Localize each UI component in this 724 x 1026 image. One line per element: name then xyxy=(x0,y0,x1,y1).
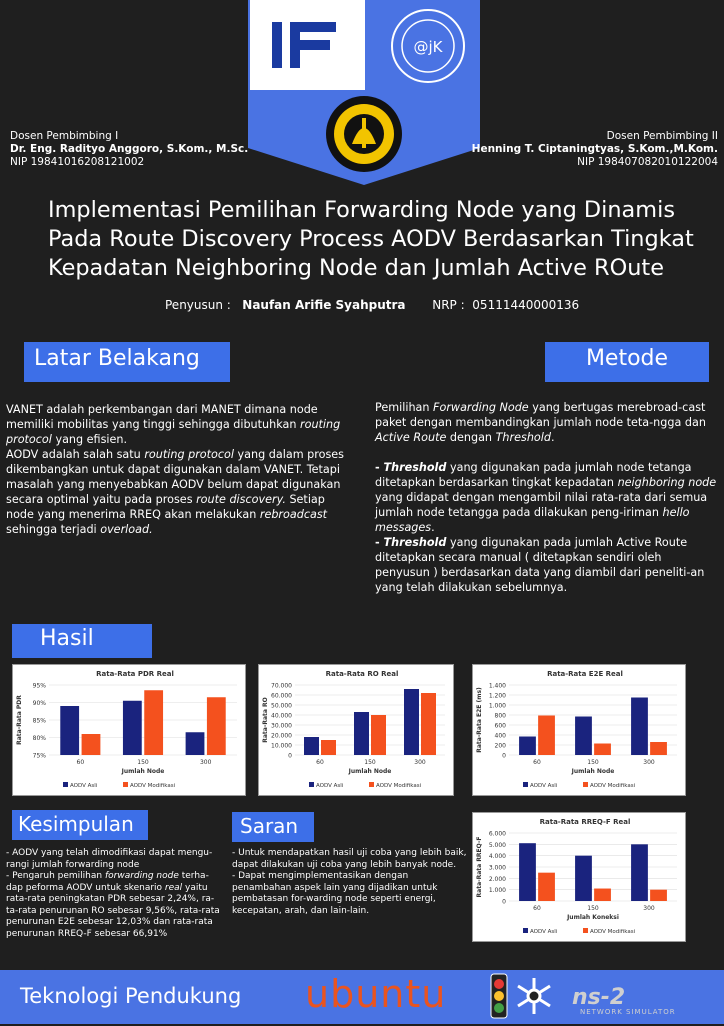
footer-title: Teknologi Pendukung xyxy=(20,984,242,1008)
bar xyxy=(144,690,163,755)
x-tick-label: 300 xyxy=(643,905,655,912)
y-tick-label: 1.200 xyxy=(488,692,506,700)
legend-swatch xyxy=(369,782,374,787)
chart-title: Rata-Rata RO Real xyxy=(325,670,399,678)
if-logo xyxy=(250,0,365,90)
bar xyxy=(631,698,648,756)
x-axis-label: Jumlah Node xyxy=(121,768,165,775)
author-label: Penyusun : xyxy=(165,298,231,312)
x-tick-label: 300 xyxy=(414,759,426,766)
ajk-lab-logo xyxy=(382,0,478,90)
legend-label: AODV Asli xyxy=(316,783,344,789)
x-axis-label: Jumlah Koneksi xyxy=(567,914,619,921)
y-tick-label: 70.000 xyxy=(271,682,292,690)
y-tick-label: 95% xyxy=(32,682,46,690)
chart-ro xyxy=(258,664,454,796)
y-tick-label: 4.000 xyxy=(488,853,506,861)
nrp-value: 05111440000136 xyxy=(472,298,580,312)
traffic-light-icon xyxy=(482,970,516,1022)
y-tick-label: 200 xyxy=(494,742,506,750)
legend-label: AODV Asli xyxy=(70,783,98,789)
its-logo xyxy=(322,92,406,176)
y-tick-label: 600 xyxy=(494,722,506,730)
chart-title: Rata-Rata RREQ-F Real xyxy=(539,818,631,826)
bar xyxy=(421,693,436,755)
advisor-1-nip: NIP 19841016208121002 xyxy=(10,156,145,168)
x-tick-label: 300 xyxy=(643,759,655,766)
advisor-1-name: Dr. Eng. Radityo Anggoro, S.Kom., M.Sc. xyxy=(10,143,249,155)
bar xyxy=(538,716,555,756)
legend-label: AODV Asli xyxy=(530,929,558,935)
legend-label: AODV Modifikasi xyxy=(590,929,636,935)
section-hasil: Hasil xyxy=(12,624,152,658)
kesimpulan-text: - AODV yang telah dimodifikasi dapat mengu-rangi jumlah forwarding node - Pengaruh pemilihan forwarding node terha-dap peforma AODV untuk skenario real yaitu rata-rata peningkatan PDR sebesar 2,24%, ra-ta-rata penurunan RO sebesar 9,56%, rata-rata penurunan E2E sebesar 12,03% dan rata-rata penurunan RREQ-F sebesar 66,91% xyxy=(6,848,220,939)
y-tick-label: 80% xyxy=(32,735,46,742)
y-tick-label: 1.000 xyxy=(488,887,506,895)
bar xyxy=(519,737,536,756)
legend-swatch xyxy=(523,782,528,787)
legend-swatch xyxy=(123,782,128,787)
bar xyxy=(321,740,336,755)
y-tick-label: 75% xyxy=(32,752,46,760)
y-axis-label: Rata-Rata E2E (ms) xyxy=(476,687,483,753)
y-axis-label: Rata-Rata RO xyxy=(262,697,269,743)
section-latar-belakang: Latar Belakang xyxy=(24,342,230,382)
bar xyxy=(371,715,386,755)
legend-label: AODV Modifikasi xyxy=(590,783,636,789)
bar xyxy=(575,856,592,901)
latar-belakang-text: VANET adalah perkembangan dari MANET dimana node memiliki mobilitas yang tinggi sehingga dibutuhkan routing protocol yang efisien. AODV adalah salah satu routing protocol yang dalam proses dikembangkan untuk dapat digunakan dalam VANET. Tetapi masalah yang menyebabkan AODV belum dapat digunakan secara optimal yaitu pada proses route discovery. Setiap node yang menerima RREQ akan melakukan rebroadcast sehingga terjadi overload. xyxy=(6,403,344,536)
chart-pdr xyxy=(12,664,246,796)
y-tick-label: 10.000 xyxy=(271,742,292,750)
advisor-2-name: Henning T. Ciptaningtyas, S.Kom.,M.Kom. xyxy=(471,143,718,155)
ns2-subtitle: NETWORK SIMULATOR xyxy=(580,1008,676,1016)
x-axis-label: Jumlah Node xyxy=(348,768,392,775)
legend-label: AODV Modifikasi xyxy=(376,783,422,789)
y-axis-label: Rata-Rata RREQ-F xyxy=(476,836,483,898)
bar xyxy=(594,744,611,756)
title-line-3: Kepadatan Neighboring Node dan Jumlah Active ROute xyxy=(48,255,664,281)
section-kesimpulan: Kesimpulan xyxy=(12,810,148,840)
legend-label: AODV Modifikasi xyxy=(130,783,176,789)
y-tick-label: 30.000 xyxy=(271,722,292,730)
y-tick-label: 1.400 xyxy=(488,682,506,690)
x-axis-label: Jumlah Node xyxy=(571,768,615,775)
y-tick-label: 5.000 xyxy=(488,841,506,849)
y-tick-label: 50.000 xyxy=(271,702,292,710)
bar xyxy=(207,697,226,755)
bar xyxy=(575,717,592,756)
advisor-1 xyxy=(10,130,248,169)
y-tick-label: 60.000 xyxy=(271,692,292,700)
ubuntu-logo: ubuntu xyxy=(305,972,447,1016)
y-tick-label: 85% xyxy=(32,717,46,725)
title-line-2: Pada Route Discovery Process AODV Berdasarkan Tingkat xyxy=(48,226,694,252)
advisor-1-role: Dosen Pembimbing I xyxy=(10,130,119,142)
legend-swatch xyxy=(583,928,588,933)
bar xyxy=(186,732,205,755)
x-tick-label: 150 xyxy=(587,759,599,766)
y-tick-label: 40.000 xyxy=(271,712,292,720)
x-tick-label: 60 xyxy=(316,759,324,766)
network-icon xyxy=(512,972,556,1020)
x-tick-label: 150 xyxy=(587,905,599,912)
chart-title: Rata-Rata E2E Real xyxy=(547,670,623,678)
section-saran: Saran xyxy=(232,812,314,842)
poster-title xyxy=(48,196,708,283)
legend-swatch xyxy=(583,782,588,787)
bar xyxy=(650,890,667,901)
y-tick-label: 1.000 xyxy=(488,702,506,710)
x-tick-label: 150 xyxy=(364,759,376,766)
section-metode: Metode xyxy=(545,342,709,382)
x-tick-label: 300 xyxy=(199,759,212,766)
y-tick-label: 90% xyxy=(32,700,46,707)
bar xyxy=(304,737,319,755)
y-tick-label: 6.000 xyxy=(488,830,506,838)
x-tick-label: 150 xyxy=(137,759,149,766)
chart-e2e xyxy=(472,664,686,796)
x-tick-label: 60 xyxy=(76,759,85,766)
bar xyxy=(404,689,419,755)
y-tick-label: 3.000 xyxy=(488,864,506,872)
bar xyxy=(60,706,79,755)
author-name: Naufan Arifie Syahputra xyxy=(242,298,406,312)
bar xyxy=(519,843,536,901)
metode-text: Pemilihan Forwarding Node yang bertugas merebroad-cast paket dengan membandingkan jumlah node teta-ngga dan Active Route dengan Threshold. - Threshold yang digunakan pada jumlah node tetanga ditetapkan berdasarkan tingkat kepadatan neighboring node yang didapat dengan mengambil nilai rata-rata dari semua jumlah node tetangga pada dilakukan peng-iriman hello messages. - Threshold yang digunakan pada jumlah Active Route ditetapkan secara manual ( ditetapkan sendiri oleh penyusun ) berdasarkan data yang diambil dari peneliti-an yang telah dilakukan sebelumnya. xyxy=(375,401,717,594)
y-tick-label: 0 xyxy=(288,752,292,760)
bar xyxy=(82,734,101,755)
legend-swatch xyxy=(523,928,528,933)
legend-label: AODV Asli xyxy=(530,783,558,789)
bar xyxy=(631,844,648,901)
y-axis-label: Rata-Rata PDR xyxy=(16,695,23,745)
y-tick-label: 0 xyxy=(502,898,506,906)
bar xyxy=(594,889,611,901)
chart-rreqf xyxy=(472,812,686,942)
nrp-label: NRP : xyxy=(432,298,465,312)
svg-text:@jK: @jK xyxy=(413,38,443,56)
y-tick-label: 0 xyxy=(502,752,506,760)
y-tick-label: 400 xyxy=(494,732,506,740)
ns2-logo: ns-2 xyxy=(572,985,626,1010)
bar xyxy=(123,701,142,755)
saran-text: - Untuk mendapatkan hasil uji coba yang lebih baik, dapat dilakukan uji coba yang lebih banyak node. - Dapat mengimplementasikan dengan penambahan aspek lain yang dijadikan untuk pembatasan for-warding node seperti energi, kecepatan, arah, dan lain-lain. xyxy=(232,848,467,916)
legend-swatch xyxy=(63,782,68,787)
chart-title: Rata-Rata PDR Real xyxy=(96,670,174,678)
y-tick-label: 800 xyxy=(494,712,506,720)
y-tick-label: 20.000 xyxy=(271,732,292,740)
bar xyxy=(650,742,667,755)
advisor-2-nip: NIP 198407082010122004 xyxy=(577,156,718,168)
advisor-2 xyxy=(472,130,718,169)
bar xyxy=(538,873,555,901)
y-tick-label: 2.000 xyxy=(488,875,506,883)
title-line-1: Implementasi Pemilihan Forwarding Node yang Dinamis xyxy=(48,197,675,223)
bar xyxy=(354,712,369,755)
advisor-2-role: Dosen Pembimbing II xyxy=(606,130,718,142)
author-line xyxy=(165,298,579,312)
legend-swatch xyxy=(309,782,314,787)
x-tick-label: 60 xyxy=(533,759,541,766)
x-tick-label: 60 xyxy=(533,905,541,912)
